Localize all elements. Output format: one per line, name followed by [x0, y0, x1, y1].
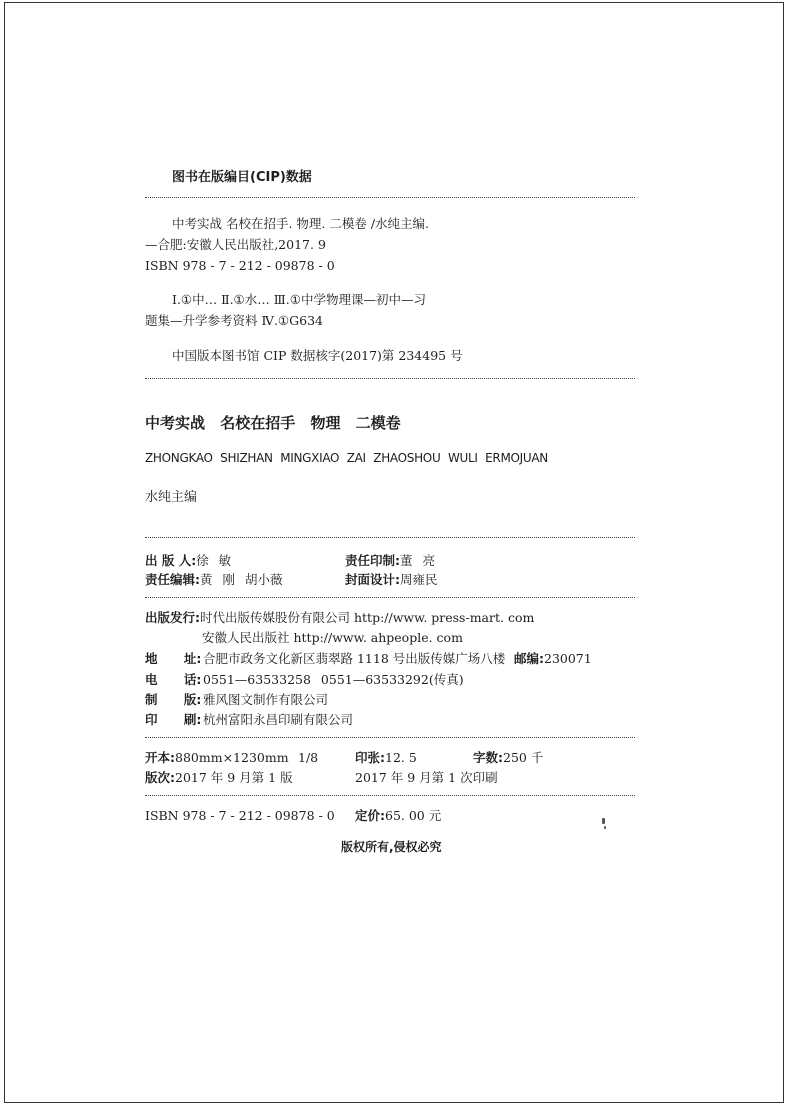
value: 时代出版传媒股份有限公司 http://www. press-mart. com [200, 610, 535, 625]
cip-line: 中考实战 名校在招手. 物理. 二模卷 /水纯主编. [172, 216, 430, 231]
value: 杭州富阳永昌印刷有限公司 [203, 712, 354, 727]
divider [145, 378, 635, 379]
label: 出版发行: [145, 610, 200, 625]
label: 电 话: [145, 672, 202, 687]
cip-heading: 图书在版编目(CIP)数据 [172, 170, 312, 185]
cip-line: Ⅰ.①中… Ⅱ.①水… Ⅲ.①中学物理课—初中—习 [172, 292, 426, 307]
spec-printing: 2017 年 9 月第 1 次印刷 [355, 770, 498, 785]
staff-publisher [145, 553, 231, 569]
label: 责任印制: [345, 553, 400, 568]
divider [145, 795, 635, 796]
spec-fraction: 1/8 [298, 750, 319, 765]
value: 65. 00 元 [385, 808, 442, 823]
value: 徐 敏 [196, 553, 232, 568]
publishing-address [145, 651, 505, 667]
book-pinyin: ZHONGKAO SHIZHAN MINGXIAO ZAI ZHAOSHOU WULI ERMOJUAN [145, 451, 548, 465]
label: 字数: [473, 750, 503, 765]
label: 制 版: [145, 692, 202, 707]
rights-notice: 版权所有,侵权必究 [341, 840, 442, 854]
label: 印 刷: [145, 712, 202, 727]
value: 黄 刚 胡小薇 [200, 572, 283, 587]
publishing-issuer-2: 安徽人民出版社 http://www. ahpeople. com [202, 630, 463, 645]
cip-isbn: ISBN 978 - 7 - 212 - 09878 - 0 [145, 258, 335, 273]
label: 版次: [145, 770, 175, 785]
divider [145, 197, 635, 198]
spec-edition [145, 770, 293, 786]
divider [145, 537, 635, 538]
value: 12. 5 [385, 750, 417, 765]
cip-line: —合肥:安徽人民出版社,2017. 9 [145, 237, 326, 252]
value: 雅风图文制作有限公司 [203, 692, 329, 707]
staff-editor [145, 572, 282, 588]
footer-price [355, 808, 441, 824]
divider [145, 597, 635, 598]
footer-isbn: ISBN 978 - 7 - 212 - 09878 - 0 [145, 808, 335, 823]
divider [145, 737, 635, 738]
value: 230071 [544, 651, 592, 666]
spec-format [145, 750, 289, 766]
value: 合肥市政务文化新区翡翠路 1118 号出版传媒广场八楼 [203, 651, 506, 666]
scan-speck [602, 818, 605, 824]
scan-speck [604, 826, 606, 829]
value: 2017 年 9 月第 1 版 [175, 770, 293, 785]
staff-cover [345, 572, 438, 588]
staff-print [345, 553, 435, 569]
publishing-printer [145, 712, 353, 728]
value: 董 亮 [400, 553, 435, 568]
cip-line: 中国版本图书馆 CIP 数据核字(2017)第 234495 号 [172, 348, 463, 363]
book-editor: 水纯主编 [145, 490, 198, 505]
spec-words [473, 750, 543, 766]
value: 0551—63533258 0551—63533292(传真) [203, 672, 464, 687]
value: 250 千 [503, 750, 544, 765]
label: 封面设计: [345, 572, 400, 587]
cip-line: 题集—升学参考资料 Ⅳ.①G634 [145, 313, 323, 328]
publishing-issuer [145, 610, 534, 626]
label: 出 版 人: [145, 553, 197, 568]
book-title: 中考实战 名校在招手 物理 二模卷 [145, 414, 401, 432]
publishing-plate [145, 692, 328, 708]
label: 印张: [355, 750, 385, 765]
label: 责任编辑: [145, 572, 200, 587]
spec-sheets [355, 750, 417, 766]
publishing-postcode [514, 651, 592, 667]
publishing-phone [145, 672, 464, 688]
label: 定价: [355, 808, 385, 823]
value: 周雍民 [400, 572, 438, 587]
label: 开本: [145, 750, 175, 765]
label: 地 址: [145, 651, 202, 666]
value: 880mm×1230mm [175, 750, 289, 765]
label: 邮编: [514, 651, 544, 666]
